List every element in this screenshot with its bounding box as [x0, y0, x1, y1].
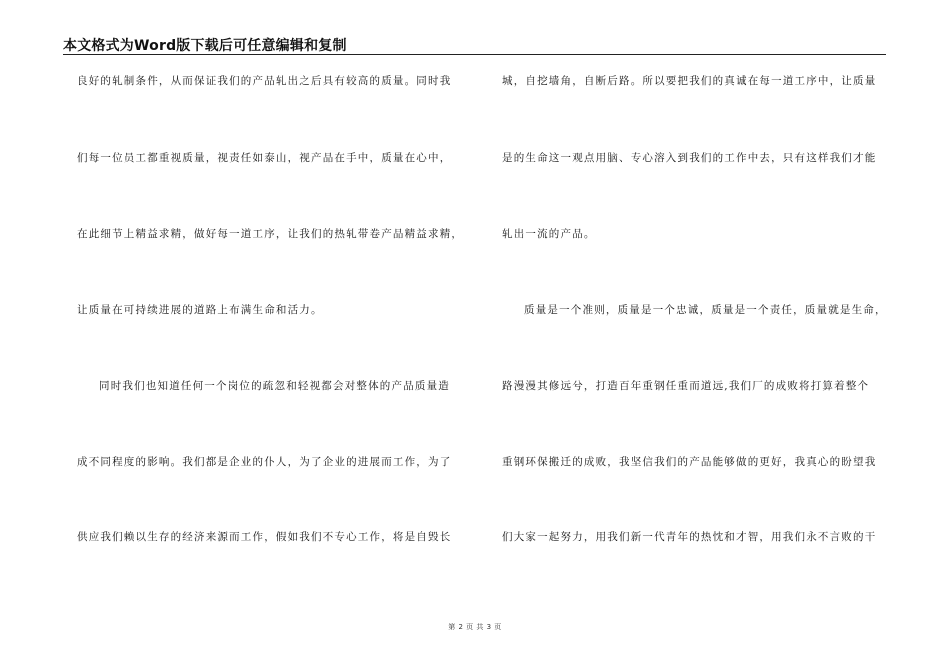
text-line: 是的生命这一观点用脑、专心溶入到我们的工作中去，只有这样我们才能 [502, 152, 877, 164]
text-line: 们大家一起努力，用我们新一代青年的热忱和才智，用我们永不言败的干 [502, 531, 877, 543]
header-title: 本文格式为Word版下载后可任意编辑和复制 [63, 38, 347, 54]
text-line: 轧出一流的产品。 [502, 228, 596, 240]
text-line: 同时我们也知道任何一个岗位的疏忽和轻视都会对整体的产品质量造 [99, 380, 450, 392]
page-number: 第 2 页 共 3 页 [448, 623, 502, 631]
text-line: 们每一位员工都重视质量，视责任如泰山，视产品在手中，质量在心中， [77, 152, 452, 164]
text-line: 良好的轧制条件，从而保证我们的产品轧出之后具有较高的质量。同时我 [77, 75, 452, 87]
document-header [63, 33, 886, 55]
text-line: 成不同程度的影响。我们都是企业的仆人，为了企业的进展而工作，为了 [77, 456, 452, 468]
text-line: 城，自挖墙角，自断后路。所以要把我们的真诚在每一道工序中，让质量 [502, 75, 877, 87]
text-line: 供应我们赖以生存的经济来源而工作，假如我们不专心工作，将是自毁长 [77, 531, 452, 543]
text-line: 质量是一个准则，质量是一个忠诚，质量是一个责任，质量就是生命， [524, 304, 887, 316]
text-line: 重钢环保搬迁的成败，我坚信我们的产品能够做的更好，我真心的盼望我 [502, 456, 877, 468]
text-line: 让质量在可持续进展的道路上布满生命和活力。 [77, 304, 323, 316]
text-line: 路漫漫其修远兮，打造百年重钢任重而道远,我们厂的成败将打算着整个 [502, 380, 870, 392]
text-line: 在此细节上精益求精，做好每一道工序，让我们的热轧带卷产品精益求精， [77, 228, 464, 240]
